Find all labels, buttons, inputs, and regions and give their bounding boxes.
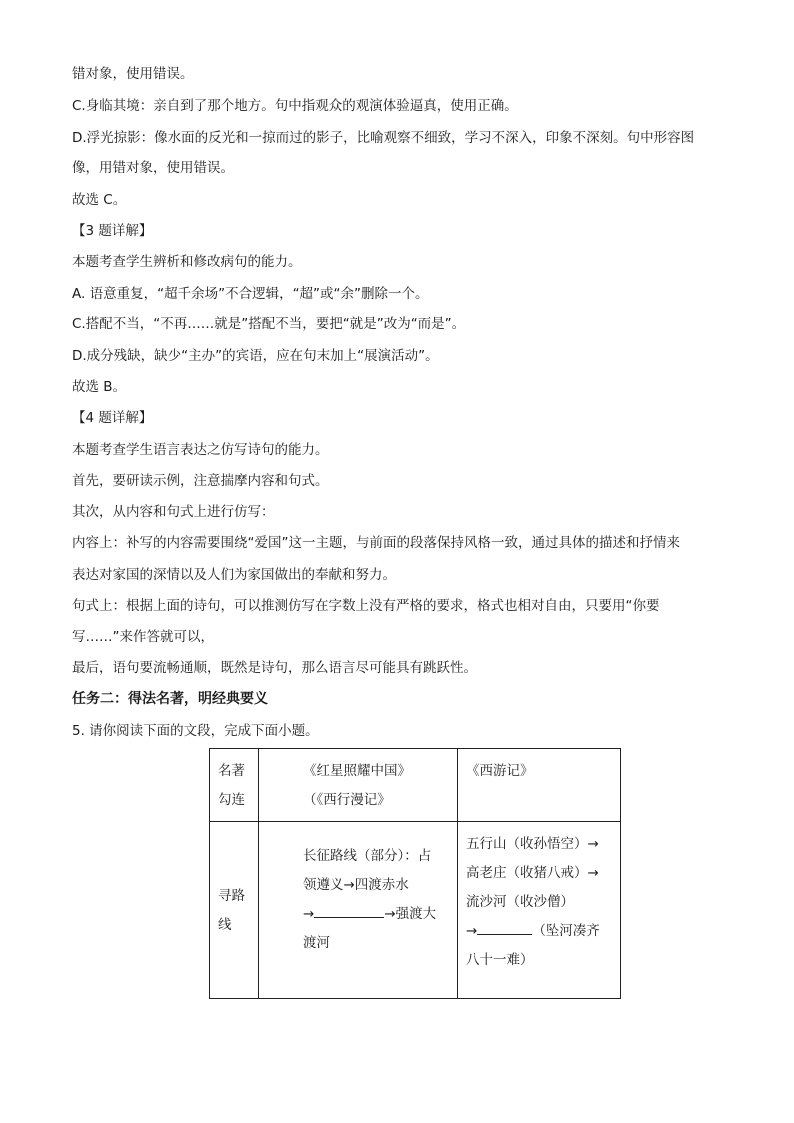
- text-line: 首先，要研读示例，注意揣摩内容和句式。: [72, 473, 329, 489]
- header-cell-label: 名著 勾连: [210, 749, 259, 822]
- text-line: A. 语意重复，“超千余场”不合逻辑，“超”或“余”删除一个。: [72, 286, 429, 302]
- answer-blank[interactable]: [314, 903, 384, 918]
- row-label-cell: 寻路 线: [210, 822, 259, 999]
- text-line: 最后，语句要流畅通顺，既然是诗句，那么语言尽可能具有跳跃性。: [72, 660, 477, 676]
- text-line: C.身临其境：亲自到了那个地方。句中指观众的观演体验逼真，使用正确。: [72, 98, 518, 114]
- text-line: 内容上：补写的内容需要围绕“爱国”这一主题，与前面的段落保持风格一致，通过具体的描述和抒情来: [72, 535, 680, 551]
- text-line: 表达对家国的深情以及人们为家国做出的奉献和努力。: [72, 567, 396, 583]
- text-line: 像，用错对象，使用错误。: [72, 160, 234, 176]
- journey-west-route-cell: 五行山（收孙悟空）→ 高老庄（收猪八戒）→ 流沙河（收沙僧） → （坠河凑齐 八十一难）: [458, 822, 621, 999]
- text-line: 故选 C。: [72, 192, 127, 208]
- comparison-table: [209, 748, 621, 999]
- text-line: C.搭配不当，“不再……就是”搭配不当，要把“就是”改为“而是”。: [72, 316, 466, 332]
- text-line: 写……”来作答就可以，: [72, 629, 214, 645]
- header-cell-journey-west: 《西游记》: [458, 749, 621, 822]
- task-heading: 任务二：得法名著，明经典要义: [72, 691, 268, 707]
- text-line: D.成分残缺，缺少“主办”的宾语，应在句末加上“展演活动”。: [72, 348, 439, 364]
- question-prompt: 5. 请你阅读下面的文段，完成下面小题。: [72, 723, 319, 739]
- section-heading: 【3 题详解】: [72, 223, 153, 239]
- text-line: 本题考查学生辨析和修改病句的能力。: [72, 254, 302, 270]
- text-line: 句式上：根据上面的诗句，可以推测仿写在字数上没有严格的要求，格式也相对自由，只要用“你要: [72, 598, 660, 614]
- text-line: 错对象，使用错误。: [72, 66, 194, 82]
- text-line: 本题考查学生语言表达之仿写诗句的能力。: [72, 442, 329, 458]
- text-line: 故选 B。: [72, 379, 127, 395]
- table-row: [210, 822, 621, 999]
- table-header-row: [210, 749, 621, 822]
- header-cell-red-star: 《红星照耀中国》 （《西行漫记》: [259, 749, 458, 822]
- red-star-route-cell: 长征路线（部分）：占 领遵义→四渡赤水 → →强渡大 渡河: [259, 822, 458, 999]
- text-line: 其次，从内容和句式上进行仿写：: [72, 504, 275, 520]
- section-heading: 【4 题详解】: [72, 410, 153, 426]
- text-line: D.浮光掠影：像水面的反光和一掠而过的影子，比喻观察不细致，学习不深入，印象不深刻。句中形容图: [72, 130, 695, 146]
- answer-blank[interactable]: [477, 920, 532, 935]
